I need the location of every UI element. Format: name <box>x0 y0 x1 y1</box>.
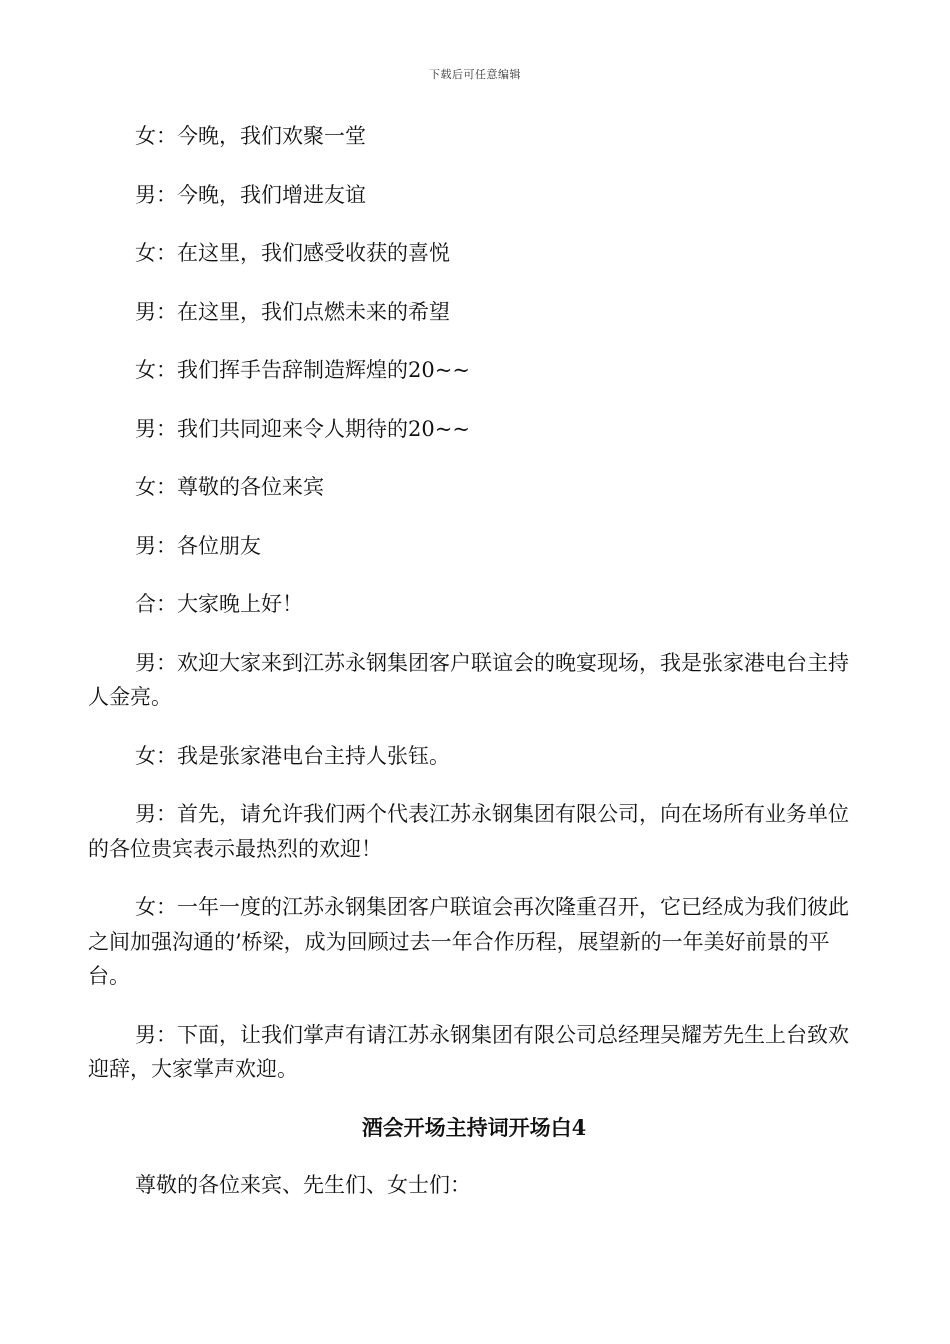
dialogue-paragraph: 男：我们共同迎来令人期待的20~~ <box>135 416 470 441</box>
dialogue-paragraph: 男：各位朋友 <box>135 533 261 558</box>
dialogue-paragraph: 合：大家晚上好！ <box>135 592 303 616</box>
document-body <box>88 119 860 1203</box>
dialogue-paragraph: 男：在这里，我们点燃未来的希望 <box>135 299 450 324</box>
page-header: 下载后可任意编辑 <box>429 68 521 81</box>
closing-paragraph: 尊敬的各位来宾、先生们、女士们： <box>135 1173 471 1197</box>
dialogue-paragraph: 男：欢迎大家来到江苏永钢集团客户联谊会的晚宴现场，我是张家港电台主持人金亮。 <box>88 650 849 709</box>
dialogue-paragraph: 女：今晚，我们欢聚一堂 <box>135 124 366 148</box>
section-heading: 酒会开场主持词开场白4 <box>361 1114 587 1140</box>
dialogue-paragraph: 女：我们挥手告辞制造辉煌的20~~ <box>135 358 470 382</box>
dialogue-paragraph: 女：尊敬的各位来宾 <box>135 475 324 499</box>
dialogue-paragraph: 男：下面，让我们掌声有请江苏永钢集团有限公司总经理吴耀芳先生上台致欢迎辞，大家掌声欢迎。 <box>88 1022 849 1081</box>
dialogue-paragraph: 男：首先，请允许我们两个代表江苏永钢集团有限公司，向在场所有业务单位的各位贵宾表示最热烈的欢迎！ <box>88 802 849 861</box>
dialogue-paragraph: 女：在这里，我们感受收获的喜悦 <box>135 241 450 265</box>
dialogue-paragraph: 女：我是张家港电台主持人张钰。 <box>135 743 450 768</box>
dialogue-paragraph: 男：今晚，我们增进友谊 <box>135 182 366 207</box>
dialogue-paragraph: 女：一年一度的江苏永钢集团客户联谊会再次隆重召开，它已经成为我们彼此之间加强沟通的’桥梁，成为回顾过去一年合作历程，展望新的一年美好前景的平台。 <box>88 895 849 988</box>
